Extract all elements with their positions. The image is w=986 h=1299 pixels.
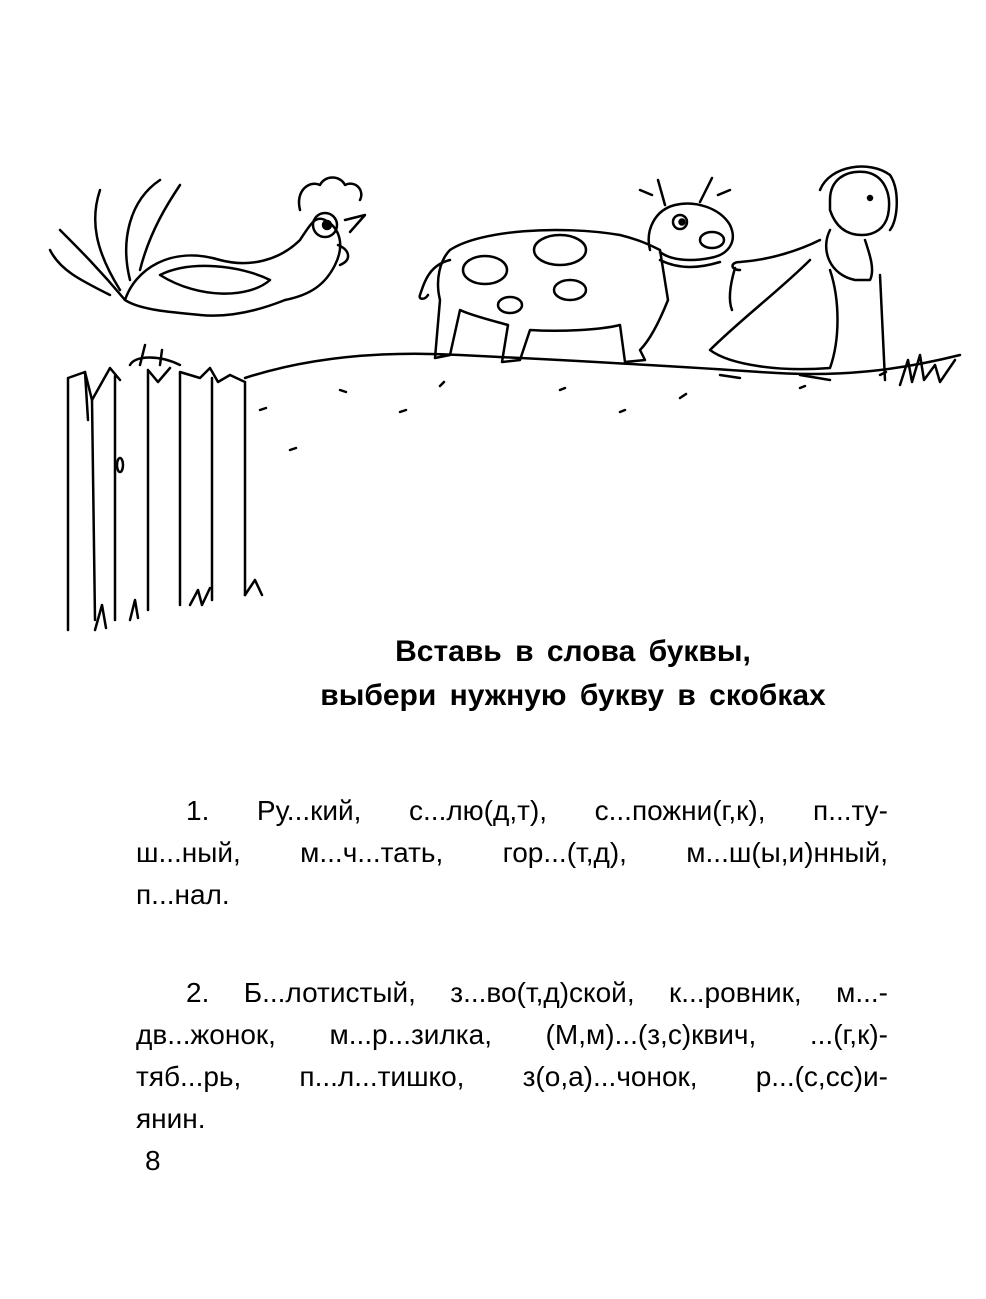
- rooster: [50, 178, 365, 366]
- exercise-2: [136, 972, 888, 1140]
- rooster-cow-woman-illustration: [40, 150, 970, 650]
- hill: [245, 354, 960, 378]
- exercise-2-line-4: янин.: [136, 1103, 206, 1134]
- exercise-2-line-2: дв...жонок, м...р...зилка, (М,м)...(з,с)квич, ...(г,к)-: [136, 1019, 888, 1050]
- exercise-1-line-1: 1. Ру...кий, с...лю(д,т), с...пожни(г,к), п...ту-: [186, 795, 888, 826]
- task-title: [0, 630, 986, 718]
- old-woman: [710, 167, 897, 380]
- task-title-line-1: Вставь в слова буквы,: [395, 635, 751, 668]
- grass: [900, 355, 955, 385]
- fence: [68, 368, 262, 630]
- exercise-2-line-1: 2. Б...лотистый, з...во(т,д)ской, к...ровник, м...-: [186, 977, 888, 1008]
- exercise-1-line-3: п...нал.: [136, 879, 230, 910]
- exercise-2-line-3: тяб...рь, п...л...тишко, з(о,а)...чонок, р...(с,сс)и-: [136, 1061, 888, 1092]
- cow: [420, 178, 733, 362]
- task-title-line-2: выбери нужную букву в скобках: [320, 679, 826, 712]
- exercise-1: [136, 790, 888, 916]
- page-number: 8: [145, 1145, 161, 1176]
- exercise-1-line-2: ш...ный, м...ч...тать, гор...(т,д), м...ш(ы,и)нный,: [136, 837, 888, 868]
